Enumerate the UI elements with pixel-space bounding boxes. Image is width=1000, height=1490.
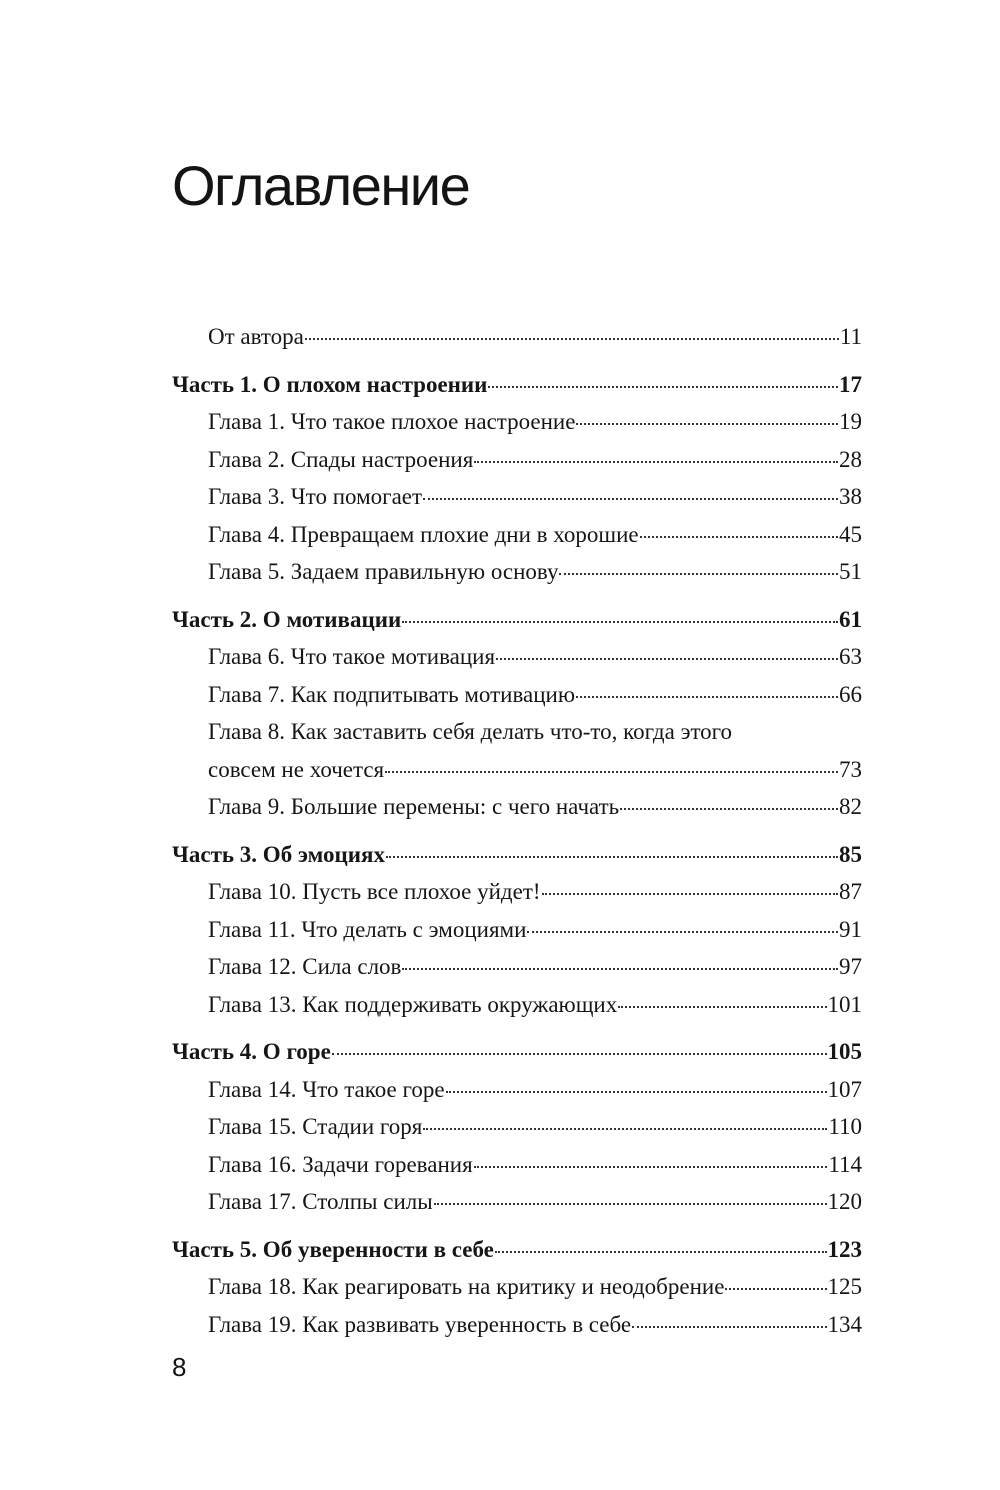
toc-chapter-title: Глава 13. Как поддерживать окружающих [208, 991, 618, 1017]
toc-chapter-title: Глава 18. Как реагировать на критику и неодобрение [208, 1274, 725, 1299]
toc-entry-page: 11 [839, 324, 862, 349]
toc-chapter-title: Глава 17. Столпы силы [208, 1189, 433, 1214]
toc-part-2[interactable] [172, 601, 862, 639]
toc-chapter-title: Глава 1. Что такое плохое настроение [208, 409, 576, 434]
dot-leader [423, 1128, 827, 1130]
toc-chapter-10[interactable] [172, 873, 862, 911]
dot-leader [474, 1166, 828, 1168]
dot-leader [618, 1006, 826, 1008]
dot-leader [640, 536, 838, 538]
toc-part-5[interactable] [172, 1231, 862, 1269]
toc-chapter-14[interactable] [172, 1071, 862, 1109]
toc-chapter-page: 63 [839, 644, 862, 669]
toc-chapter-11[interactable] [172, 911, 862, 949]
toc-entry-intro[interactable] [172, 318, 862, 356]
toc-part-title: Часть 1. О плохом настроении [172, 371, 488, 397]
toc-chapter-page: 114 [828, 1151, 862, 1177]
toc-chapter-page: 97 [839, 954, 862, 979]
toc-chapter-1[interactable] [172, 403, 862, 441]
toc-part-title: Часть 2. О мотивации [172, 606, 402, 632]
dot-leader [576, 423, 838, 425]
toc-chapter-3[interactable] [172, 478, 862, 516]
toc-chapter-2[interactable] [172, 441, 862, 479]
toc-chapter-page: 66 [839, 681, 862, 707]
toc-part-title: Часть 4. О горе [172, 1039, 331, 1064]
toc-chapter-12[interactable] [172, 948, 862, 986]
toc-chapter-page: 51 [839, 559, 862, 584]
toc-chapter-6[interactable] [172, 638, 862, 676]
dot-leader [496, 658, 838, 660]
toc-chapter-19[interactable] [172, 1306, 862, 1344]
toc-chapter-title: Глава 12. Сила слов [208, 954, 402, 979]
dot-leader [423, 498, 838, 500]
toc-chapter-page: 87 [839, 879, 862, 904]
dot-leader [434, 1203, 827, 1205]
toc-chapter-page: 45 [839, 521, 862, 547]
toc-chapter-4[interactable] [172, 516, 862, 554]
toc-chapter-page: 82 [839, 794, 862, 819]
toc-chapter-title: Глава 3. Что помогает [208, 484, 423, 509]
toc-chapter-5[interactable] [172, 553, 862, 591]
toc-part-page: 17 [839, 371, 862, 397]
toc-part-3[interactable] [172, 836, 862, 874]
toc-chapter-title: Глава 16. Задачи горевания [208, 1151, 473, 1177]
toc-chapter-title-line2: совсем не хочется [208, 756, 385, 782]
toc-part-page: 85 [839, 841, 862, 867]
toc-chapter-page: 101 [827, 991, 862, 1017]
dot-leader [725, 1288, 826, 1290]
page-number: 8 [172, 1352, 187, 1382]
toc-chapter-page: 19 [839, 409, 862, 434]
toc-part-page: 105 [827, 1039, 862, 1064]
dot-leader [488, 386, 838, 388]
toc-chapter-9[interactable] [172, 788, 862, 826]
toc-chapter-page: 38 [839, 484, 862, 509]
toc-chapter-13[interactable] [172, 986, 862, 1024]
toc-chapter-title: Глава 4. Превращаем плохие дни в хорошие [208, 521, 639, 547]
dot-leader [446, 1091, 827, 1093]
toc-chapter-page: 91 [839, 916, 862, 942]
toc-chapter-16[interactable] [172, 1146, 862, 1184]
dot-leader [632, 1326, 826, 1328]
dot-leader [305, 338, 839, 340]
dot-leader [386, 856, 838, 858]
toc-part-title: Часть 3. Об эмоциях [172, 841, 385, 867]
dot-leader [559, 573, 838, 575]
dot-leader [402, 968, 838, 970]
toc-chapter-page: 28 [839, 446, 862, 472]
toc-chapter-18[interactable] [172, 1268, 862, 1306]
toc-chapter-page: 107 [827, 1076, 862, 1102]
toc-chapter-15[interactable] [172, 1108, 862, 1146]
toc-chapter-title-line1: Глава 8. Как заставить себя делать что-то, когда этого [208, 719, 733, 744]
toc-chapter-title: Глава 6. Что такое мотивация [208, 644, 496, 669]
toc-chapter-page: 125 [827, 1274, 862, 1299]
toc-chapter-title: Глава 7. Как подпитывать мотивацию [208, 681, 576, 707]
toc-chapter-17[interactable] [172, 1183, 862, 1221]
toc-chapter-title: Глава 11. Что делать с эмоциями [208, 916, 527, 942]
dot-leader [542, 893, 838, 895]
toc-chapter-page: 110 [828, 1114, 862, 1139]
toc-chapter-title: Глава 9. Большие перемены: с чего начать [208, 794, 620, 819]
dot-leader [402, 621, 838, 623]
toc-part-1[interactable] [172, 366, 862, 404]
toc-part-page: 61 [839, 606, 862, 632]
toc-chapter-title: Глава 5. Задаем правильную основу [208, 559, 559, 584]
toc-chapter-second-line [208, 751, 862, 789]
toc-chapter-title: Глава 2. Спады настроения [208, 446, 474, 472]
toc-chapter-title: Глава 15. Стадии горя [208, 1114, 423, 1139]
dot-leader [576, 696, 838, 698]
dot-leader [332, 1053, 827, 1055]
toc-chapter-page: 120 [827, 1189, 862, 1214]
toc-chapter-page: 134 [827, 1311, 862, 1337]
dot-leader [495, 1251, 827, 1253]
toc-chapter-8[interactable] [172, 713, 862, 788]
toc-chapter-7[interactable] [172, 676, 862, 714]
toc-part-title: Часть 5. Об уверенности в себе [172, 1236, 494, 1262]
dot-leader [527, 931, 838, 933]
dot-leader [474, 461, 838, 463]
toc-chapter-title: Глава 14. Что такое горе [208, 1076, 445, 1102]
toc-chapter-title: Глава 19. Как развивать уверенность в себе [208, 1311, 632, 1337]
toc-part-page: 123 [827, 1236, 862, 1262]
toc-chapter-title: Глава 10. Пусть все плохое уйдет! [208, 879, 541, 904]
toc-chapter-page: 73 [839, 756, 862, 782]
toc-entry-title: От автора [208, 324, 304, 349]
table-of-contents [172, 318, 862, 1343]
page-title: Оглавление [172, 154, 470, 217]
dot-leader [385, 771, 838, 773]
dot-leader [620, 808, 838, 810]
toc-part-4[interactable] [172, 1033, 862, 1071]
